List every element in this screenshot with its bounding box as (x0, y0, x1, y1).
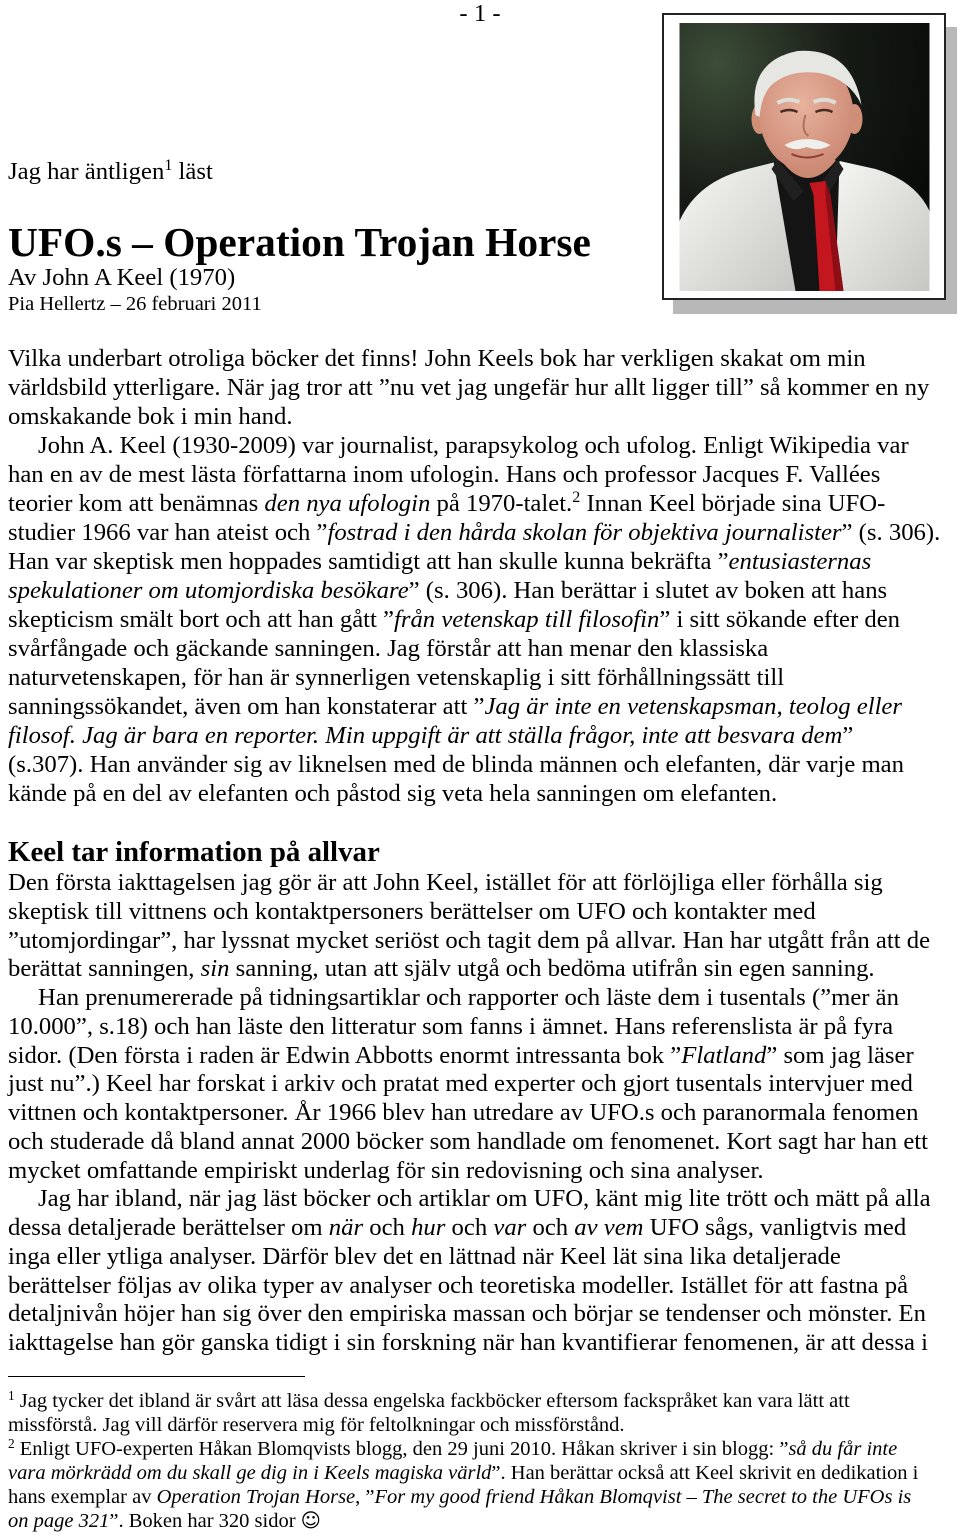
intro-text: Jag har äntligen (8, 158, 165, 185)
section-body (8, 869, 931, 1358)
text-line (8, 1413, 918, 1437)
body-text (8, 344, 940, 808)
text-segment: ”. Boken har 320 sidor (109, 1510, 301, 1532)
text-line (8, 489, 940, 518)
italic-text: den nya ufologin (264, 490, 431, 517)
author-portrait-photo (679, 23, 930, 291)
intro-line (8, 158, 213, 187)
text-segment: ”. Han berättar också att Keel skrivit en dedikation i (491, 1462, 919, 1484)
italic-text: Flatland (681, 1041, 767, 1069)
footnote-ref: 1 (8, 1387, 15, 1403)
text-line (8, 576, 940, 605)
text-line (8, 1185, 931, 1214)
text-line (8, 1461, 918, 1485)
footnote-rule (8, 1376, 305, 1377)
text-line (8, 373, 940, 402)
text-segment: Jag har ibland, när jag läst böcker och artiklar om UFO, känt mig lite trött och mätt på alla (38, 1185, 931, 1213)
text-segment: vittnen och kontaktpersoner. År 1966 blev han utredare av UFO.s och paranormala fenomen (8, 1099, 919, 1126)
text-segment: berättelser följas av olika typer av analyser och teoretiska modeller. Istället för att fastna på (8, 1271, 909, 1299)
text-segment: Jag tycker det ibland är svårt att läsa dessa engelska fackböcker eftersom fackspråket kan vara lätt att (14, 1390, 850, 1412)
text-segment: detaljnivån höjer han sig över den empiriska massan och börjar se tendenser och mönster. En (8, 1300, 926, 1328)
byline: Av John A Keel (1970) (8, 264, 236, 291)
paragraph (8, 1185, 931, 1358)
italic-text: Operation Trojan Horse (156, 1486, 356, 1508)
italic-text: var (493, 1214, 527, 1241)
text-segment: ”utomjordingar”, har lyssnat mycket seriöst och tagit dem på allvar. Han har utgått från att de (8, 926, 931, 954)
footnote-ref: 2 (572, 489, 581, 507)
italic-text: entusiasternas (728, 548, 872, 575)
italic-text: av vem (574, 1214, 644, 1241)
italic-text: Jag är inte en vetenskapsman, teolog eller (484, 693, 902, 720)
page-number: - 1 - (459, 0, 501, 27)
text-segment: sanningssökandet, även om han konstaterar att ” (8, 693, 485, 720)
text-line (8, 1214, 931, 1243)
text-line (8, 1157, 931, 1186)
italic-text: hur (411, 1214, 446, 1241)
text-segment: Innan Keel började sina UFO- (580, 490, 886, 517)
italic-text: on page 321 (8, 1510, 110, 1532)
paragraph (8, 344, 940, 431)
text-segment: berättat sanningen, (8, 955, 201, 983)
text-line (8, 1128, 931, 1157)
text-segment: mycket omfattande empiriskt underlag för sin redovisning och sina analyser. (8, 1156, 764, 1184)
text-line (8, 1300, 931, 1329)
text-segment: sidor. (Den första i raden är Edwin Abbotts enormt intressanta bok ” (8, 1041, 682, 1069)
intro-text: läst (172, 158, 213, 185)
text-line (8, 1509, 918, 1533)
paragraph (8, 1437, 918, 1533)
italic-text: från vetenskap till filosofin (394, 606, 660, 633)
text-line (8, 634, 940, 663)
text-line (8, 402, 940, 431)
photo-frame (662, 13, 946, 300)
text-segment: sanning, utan att själv utgå och bedöma utifrån sin egen sanning. (229, 955, 875, 983)
text-segment: ” (s. 306). Han berättar i slutet av boken att hans (408, 577, 888, 604)
text-segment: teorier kom att benämnas (8, 490, 265, 517)
text-segment: och (363, 1214, 412, 1241)
text-segment: ” (842, 722, 854, 749)
italic-text: For my good friend Håkan Blomqvist – The secret to the UFOs is (374, 1486, 912, 1508)
text-segment: iakttagelse han gör ganska tidigt i sin forskning när han kvantifierar fenomenen, är att dessa i (8, 1329, 929, 1356)
text-segment: Den första iakttagelsen jag gör är att John Keel, istället för att förlöjliga eller förhålla sig (8, 869, 883, 896)
text-line (8, 1070, 931, 1099)
text-line (8, 898, 931, 927)
text-segment: John A. Keel (1930-2009) var journalist, parapsykolog och ufolog. Enligt Wikipedia var (38, 432, 909, 459)
italic-text: sin (200, 955, 230, 983)
text-segment: Vilka underbart otroliga böcker det finns! John Keels bok har verkligen skakat om min (8, 345, 866, 372)
paragraph (8, 1389, 918, 1437)
text-segment: och (526, 1214, 575, 1241)
text-segment: han en av de mest lästa författarna inom ufologin. Hans och professor Jacques F. Vallées (8, 461, 881, 488)
text-line (8, 984, 931, 1013)
text-segment: Han prenumererade på tidningsartiklar och rapporter och läste dem i tusentals (”mer än (38, 984, 899, 1011)
text-segment: ” i sitt sökande efter den (659, 606, 900, 633)
text-line (8, 1272, 931, 1301)
text-segment: naturvetenskapen, för han är synnerligen vetenskaplig i sitt förhållningssätt till (8, 664, 785, 691)
italic-text: när (328, 1214, 364, 1241)
text-segment: Enligt UFO-experten Håkan Blomqvists blogg, den 29 juni 2010. Håkan skriver i sin blogg: ” (14, 1438, 789, 1460)
text-line (8, 547, 940, 576)
text-segment: svårfångade och gäckande sanningen. Jag förstår att han menar den klassiska (8, 635, 769, 662)
text-line (8, 955, 931, 984)
text-line (8, 1389, 918, 1413)
paragraph (8, 984, 931, 1185)
text-line (8, 1437, 918, 1461)
footnote-ref: 2 (8, 1435, 15, 1451)
text-line (8, 344, 940, 373)
text-segment: 10.000”, s.18) och han läste den litteratur som fanns i ämnet. Hans referenslista är på fyra (8, 1012, 894, 1040)
text-line (8, 518, 940, 547)
text-line (8, 1099, 931, 1128)
paragraph (8, 431, 940, 808)
text-segment: kände på en del av elefanten och påstod sig veta hela sanningen om elefanten. (8, 780, 778, 807)
footnotes (8, 1389, 918, 1533)
text-line (8, 927, 931, 956)
text-segment: UFO sågs, vanligtvis med (643, 1214, 907, 1241)
text-line (8, 869, 931, 898)
text-line (8, 1042, 931, 1071)
text-line (8, 692, 940, 721)
text-segment: missförstå. Jag vill därför reservera mig för feltolkningar och missförstånd. (8, 1414, 625, 1436)
text-segment: och (445, 1214, 494, 1241)
text-segment: Han var skeptisk men hoppades samtidigt att han skulle kunna bekräfta ” (8, 548, 729, 575)
italic-text: spekulationer om utomjordiska besökare (8, 577, 409, 604)
section-heading: Keel tar information på allvar (8, 836, 380, 868)
text-line (8, 779, 940, 808)
italic-text: vara mörkrädd om du skall ge dig in i Keels magiska värld (8, 1462, 492, 1484)
text-segment: skeptisk till vittnens och kontaktpersoners berättelser om UFO och kontakter med (8, 897, 816, 925)
text-line (8, 721, 940, 750)
text-segment: inga eller ytliga analyser. Därför blev det en lättnad när Keel lät sina lika detaljerade (8, 1242, 841, 1270)
text-segment: , ” (355, 1486, 375, 1508)
text-line (8, 750, 940, 779)
paragraph (8, 869, 931, 984)
text-line (8, 663, 940, 692)
text-line (8, 1329, 931, 1358)
italic-text: fostrad i den hårda skolan för objektiva journalister (327, 519, 842, 546)
italic-text: så du får inte (788, 1438, 898, 1460)
text-line (8, 1013, 931, 1042)
text-segment: omskakande bok i min hand. (8, 403, 293, 430)
text-segment: ” som jag läser (766, 1041, 914, 1069)
text-segment: ” (s. 306). (841, 519, 941, 546)
text-line (8, 1485, 918, 1509)
text-segment: just nu”.) Keel har forskat i arkiv och pratat med experter och gjort tusentals intervjuer med (8, 1070, 913, 1098)
text-segment: på 1970-talet. (430, 490, 573, 517)
text-segment: och studerade då bland annat 2000 böcker som handlade om fenomenet. Kort sagt har han ett (8, 1127, 928, 1155)
author-date: Pia Hellertz – 26 februari 2011 (8, 293, 262, 315)
text-segment: världsbild ytterligare. När jag tror att ”nu vet jag ungefär hur allt ligger till” så kommer en ny (8, 374, 930, 401)
italic-text: filosof. Jag är bara en reporter. Min uppgift är att ställa frågor, inte att besvara dem (8, 722, 843, 749)
text-segment: skepticism smält bort och att han gått ” (8, 606, 394, 633)
document-title: UFO.s – Operation Trojan Horse (8, 219, 591, 265)
text-line (8, 431, 940, 460)
footnote-ref: 1 (164, 157, 173, 175)
text-segment: hans exemplar av (8, 1486, 157, 1508)
text-segment: studier 1966 var han ateist och ” (8, 519, 328, 546)
text-line (8, 605, 940, 634)
text-line (8, 1243, 931, 1272)
smiley-icon: ☺ (300, 1509, 321, 1532)
text-line (8, 460, 940, 489)
text-segment: dessa detaljerade berättelser om (8, 1214, 329, 1241)
text-segment: (s.307). Han använder sig av liknelsen med de blinda männen och elefanten, där varje man (8, 751, 904, 778)
